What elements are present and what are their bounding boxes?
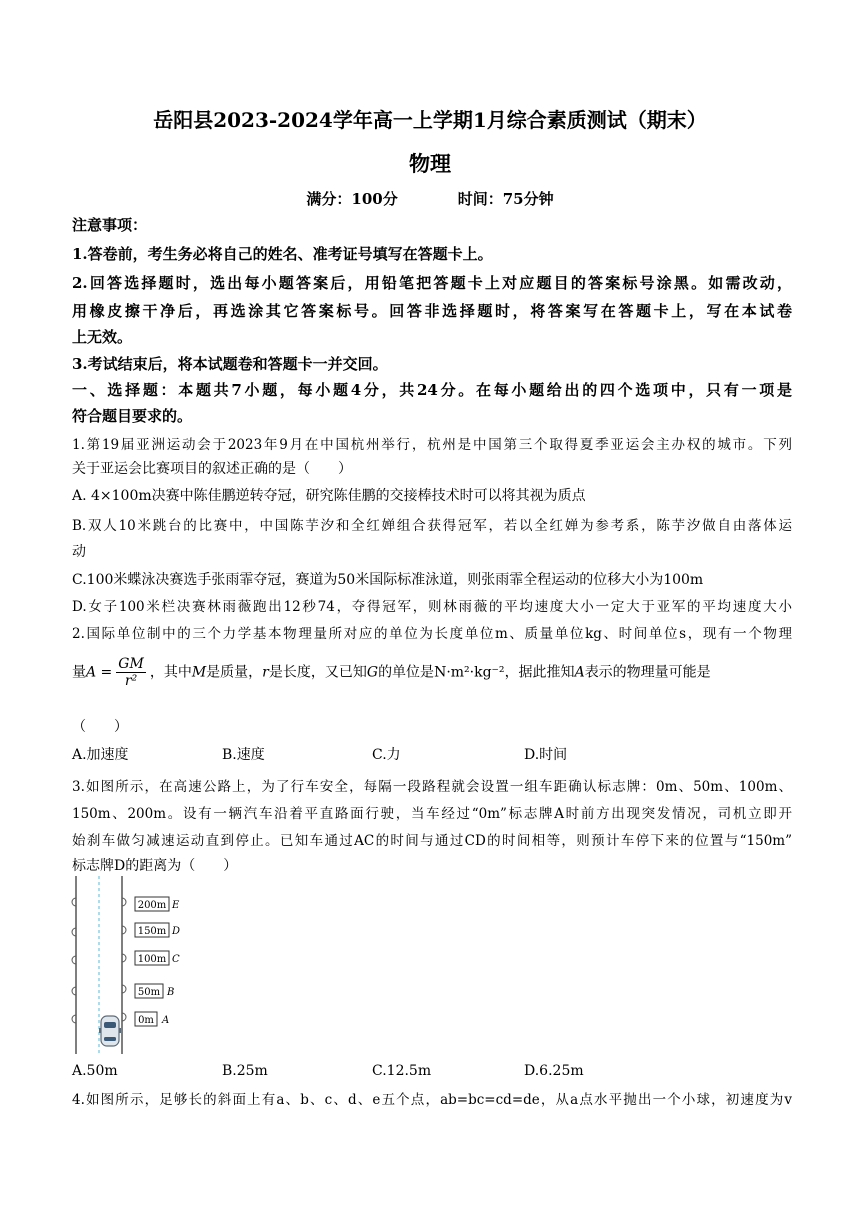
note-2-line-2: 用橡皮擦干净后，再选涂其它答案标号。回答非选择题时，将答案写在答题卡上，写在本试卷: [72, 302, 792, 320]
svg-text:E: E: [172, 900, 180, 911]
road-sign-diagram: [66, 866, 206, 1058]
q3-option-a: A.50m: [72, 1063, 118, 1079]
unit-g: N·m²·kg⁻²: [434, 664, 505, 681]
q3-option-d: D.6.25m: [524, 1063, 584, 1079]
q3-option-c: C.12.5m: [372, 1063, 432, 1079]
formula-lhs: A =: [86, 664, 113, 681]
q1-option-b-line-2: 动: [72, 544, 86, 560]
q3-stem-line-4: 标志牌D的距离为（ ）: [72, 858, 238, 874]
q2-stem-line-1: 2.国际单位制中的三个力学基本物理量所对应的单位为长度单位m、质量单位kg、时间单位s，现有一个物理: [72, 626, 792, 642]
section1-heading-line-1: 一、选择题：本题共7小题，每小题4分，共24分。在每小题给出的四个选项中，只有一项是: [72, 381, 792, 399]
svg-text:0m: 0m: [138, 1015, 154, 1026]
q2-option-a: A.加速度: [72, 747, 129, 763]
q3-stem-line-1: 3.如图所示，在高速公路上，为了行车安全，每隔一段路程就会设置一组车距确认标志牌：0m、50m、100m、: [72, 779, 792, 795]
svg-text:D: D: [172, 926, 181, 937]
q2-stem-line-3: （ ）: [72, 719, 128, 735]
q3-stem-line-3: 始刹车做匀减速运动直到停止。已知车通过AC的时间与通过CD的时间相等，则预计车停下来的位置与“150m”: [72, 833, 792, 849]
exam-meta: [0, 188, 860, 209]
svg-text:C: C: [172, 954, 180, 965]
q1-option-c: C.100米蝶泳决赛选手张雨霏夺冠，赛道为50米国际标准泳道，则张雨霏全程运动的位移大小为100m: [72, 572, 704, 588]
q2-option-d: D.时间: [524, 747, 568, 763]
car-icon: [99, 1016, 121, 1046]
q1-option-a: A. 4×100m决赛中陈佳鹏逆转夺冠，研究陈佳鹏的交接棒技术时可以将其视为质点: [72, 488, 586, 504]
q2-option-c: C.力: [372, 747, 401, 763]
q3-stem-line-2: 150m、200m。设有一辆汽车沿着平直路面行驶，当车经过“0m”标志牌A时前方出现突发情况，司机立即开: [72, 806, 792, 822]
svg-text:B: B: [167, 987, 175, 998]
q1-stem-line-1: 1.第19届亚洲运动会于2023年9月在中国杭州举行，杭州是中国第三个取得夏季亚运会主办权的城市。下列: [72, 437, 792, 453]
sign-200m: [135, 897, 180, 911]
note-2-line-3: 上无效。: [72, 328, 133, 346]
exam-subject: 物理: [409, 151, 451, 176]
note-1: 1.答卷前，考生务必将自己的姓名、准考证号填写在答题卡上。: [72, 245, 493, 263]
section1-heading-line-2: 符合题目要求的。: [72, 407, 193, 425]
formula-fraction: $\frac{GM}{\text{r²}}$: [118, 656, 144, 689]
notes-heading: 注意事项：: [72, 216, 148, 234]
q4-stem-line-1: 4.如图所示，足够长的斜面上有a、b、c、d、e五个点，ab=bc=cd=de，从a点水平抛出一个小球，初速度为v: [72, 1092, 792, 1108]
note-3: 3.考试结束后，将本试题卷和答题卡一并交回。: [72, 355, 388, 373]
full-score: 满分：100分: [306, 190, 398, 208]
sign-100m: [135, 951, 180, 965]
q1-option-d: D.女子100米栏决赛林雨薇跑出12秒74，夺得冠军，则林雨薇的平均速度大小一定大于亚军的平均速度大小: [72, 599, 792, 615]
svg-text:150m: 150m: [137, 926, 167, 937]
sign-50m: [135, 984, 174, 998]
q2-option-b: B.速度: [222, 747, 265, 763]
q1-stem-line-2: 关于亚运会比赛项目的叙述正确的是（ ）: [72, 461, 352, 477]
svg-text:100m: 100m: [137, 954, 167, 965]
sign-0m: [135, 1012, 169, 1026]
svg-text:50m: 50m: [137, 987, 161, 998]
note-2-line-1: 2.回答选择题时，选出每小题答案后，用铅笔把答题卡上对应题目的答案标号涂黑。如需改动，: [72, 274, 792, 292]
svg-text:200m: 200m: [137, 900, 167, 911]
q1-option-b-line-1: B.双人10米跳台的比赛中，中国陈芋汐和全红婵组合获得冠军，若以全红婵为参考系，陈芋汐做自由落体运: [72, 518, 792, 534]
q3-option-b: B.25m: [222, 1063, 268, 1079]
svg-text:A: A: [162, 1015, 170, 1026]
exam-time: 时间：75分钟: [457, 190, 554, 208]
q2-stem-line-2: 量A = $\frac{GM}{\text{r²}}$ ，其中M是质量，r是长度，又已知G的单位是N·m²·kg⁻²，据此推知A表示的物理量可能是: [72, 656, 711, 689]
exam-title: 岳阳县2023-2024学年高一上学期1月综合素质测试（期末）: [153, 108, 707, 132]
sign-150m: [135, 923, 180, 937]
